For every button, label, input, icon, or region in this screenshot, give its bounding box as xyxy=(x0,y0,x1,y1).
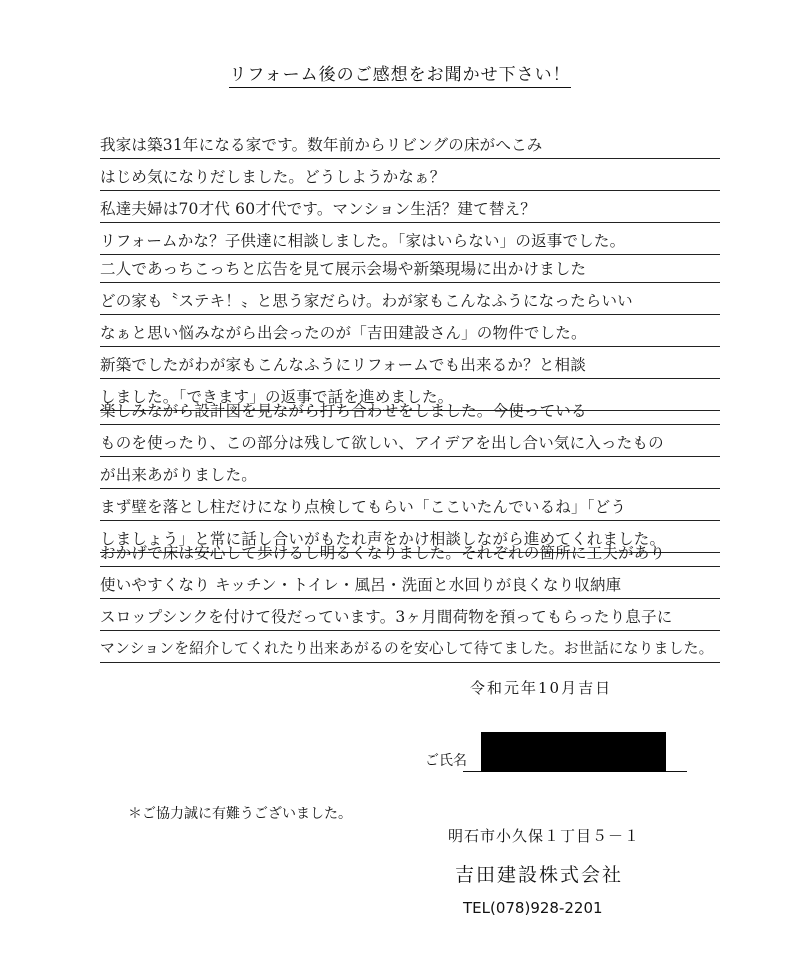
handwritten-line: しました。「できます」の返事で話を進めました。 xyxy=(100,384,720,411)
thanks-note: ＊ご協力誠に有難うございました。 xyxy=(128,806,352,822)
handwritten-line: 私達夫婦は70才代 60才代です。マンション生活？建て替え？ xyxy=(100,196,720,223)
form-title-text: リフォーム後のご感想をお聞かせ下さい！ xyxy=(229,65,570,88)
handwritten-line: が出来あがりました。 xyxy=(100,462,720,489)
name-redaction-block xyxy=(481,732,666,772)
paragraph-2 xyxy=(100,256,720,416)
handwritten-line: 使いやすくなり キッチン・トイレ・風呂・洗面と水回りが良くなり収納庫 xyxy=(100,572,720,599)
handwritten-line: リフォームかな？子供達に相談しました。「家はいらない」の返事でした。 xyxy=(100,228,720,255)
handwritten-line: マンションを紹介してくれたり出来あがるのを安心して待てました。お世話になりました。 xyxy=(100,636,720,663)
date: 令和元年10月吉日 xyxy=(470,679,613,697)
paragraph-4 xyxy=(100,540,720,668)
handwritten-line: 我家は築31年になる家です。数年前からリビングの床がへこみ xyxy=(100,132,720,159)
paragraph-3 xyxy=(100,398,720,558)
handwritten-line: はじめ気になりだしました。どうしようかなぁ？ xyxy=(100,164,720,191)
handwritten-line: どの家も〝ステキ！〟と思う家だらけ。わが家もこんなふうになったらいい xyxy=(100,288,720,315)
name-field xyxy=(425,732,687,772)
handwritten-line: おかげで床は安心して歩けるし明るくなりました。それぞれの箇所に工夫があり xyxy=(100,540,720,567)
name-label: ご氏名 xyxy=(425,753,467,769)
form-title xyxy=(0,60,800,85)
handwritten-line: なぁと思い悩みながら出会ったのが「吉田建設さん」の物件でした。 xyxy=(100,320,720,347)
handwritten-line: まず壁を落とし柱だけになり点検してもらい「ここいたんでいるね」「どう xyxy=(100,494,720,521)
company-phone: TEL(078)928-2201 xyxy=(463,899,603,917)
handwritten-line: しましょう」と常に話し合いがもたれ声をかけ相談しながら進めてくれました。 xyxy=(100,526,720,553)
handwritten-line: ものを使ったり、この部分は残して欲しい、アイデアを出し合い気に入ったもの xyxy=(100,430,720,457)
handwritten-line: 新築でしたがわが家もこんなふうにリフォームでも出来るか？と相談 xyxy=(100,352,720,379)
company-name: 吉田建設株式会社 xyxy=(455,864,624,886)
handwritten-line: 二人であっちこっちと広告を見て展示会場や新築現場に出かけました xyxy=(100,256,720,283)
handwritten-line: 楽しみながら設計図を見ながら打ち合わせをしました。今使っている xyxy=(100,398,720,425)
company-address: 明石市小久保１丁目５－１ xyxy=(448,827,641,845)
handwritten-line: スロップシンクを付けて役だっています。3ヶ月間荷物を預ってもらったり息子に xyxy=(100,604,720,631)
paragraph-1 xyxy=(100,132,720,260)
